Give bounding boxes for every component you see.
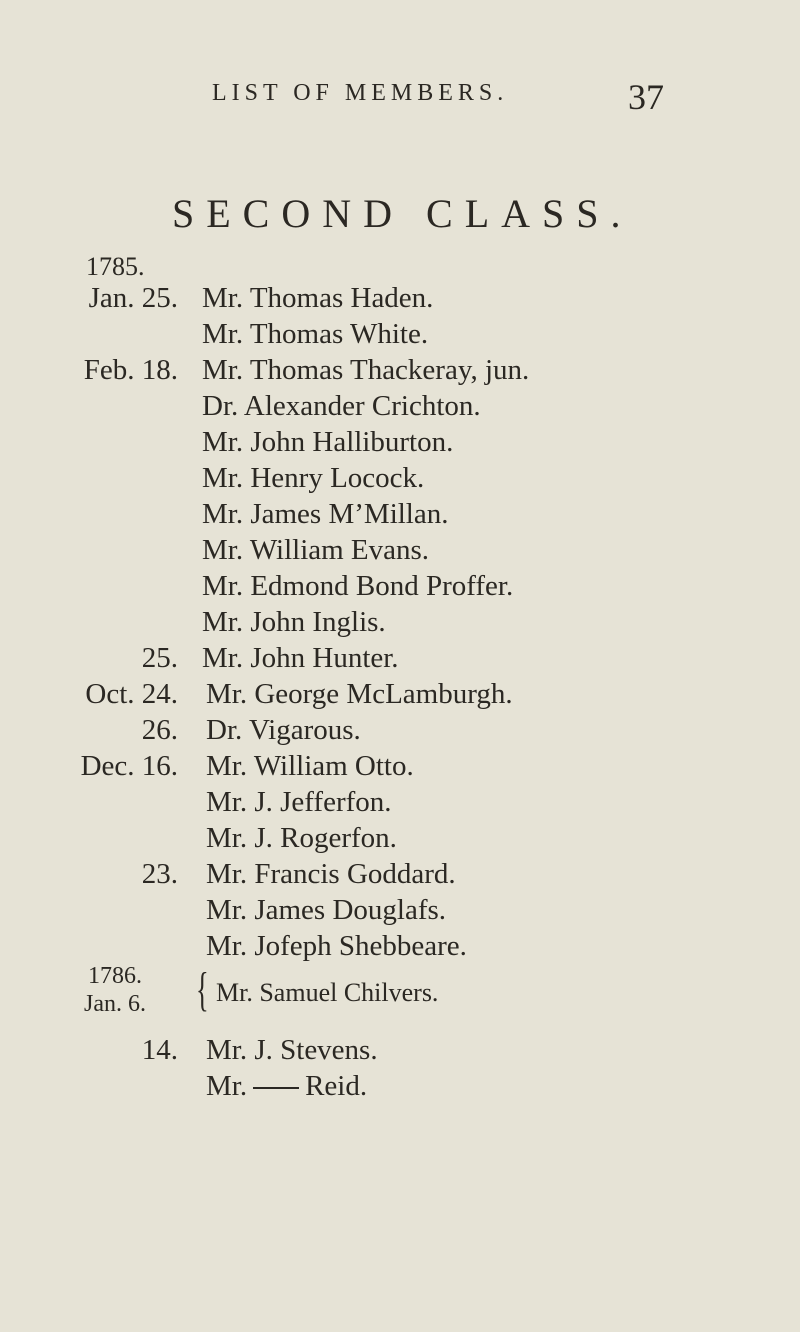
year-heading-1785: 1785. <box>86 252 145 281</box>
member-name: Mr. William Evans. <box>202 534 430 566</box>
member-row <box>0 892 800 928</box>
member-row <box>0 352 800 388</box>
running-title: LIST OF MEMBERS. <box>212 80 509 106</box>
entry-date: Jan. 25. <box>88 282 178 314</box>
member-row <box>0 280 800 316</box>
member-list-1786 <box>0 1032 800 1104</box>
braced-date-block <box>84 962 146 1018</box>
member-name: Mr. William Otto. <box>206 750 414 782</box>
member-row <box>0 712 800 748</box>
member-row <box>0 1032 800 1068</box>
entry-date: 25. <box>141 642 178 674</box>
member-row <box>0 604 800 640</box>
member-name: Mr. Thomas Thackeray, jun. <box>202 354 530 386</box>
entry-date: 26. <box>141 714 178 746</box>
member-row <box>0 820 800 856</box>
member-row <box>0 640 800 676</box>
curly-brace-icon: { <box>196 963 209 1016</box>
member-row <box>0 388 800 424</box>
member-row <box>0 784 800 820</box>
member-row <box>0 316 800 352</box>
member-row <box>0 1068 800 1104</box>
member-name: Mr. Jofeph Shebbeare. <box>206 930 467 962</box>
member-name: Mr. Henry Locock. <box>202 462 425 494</box>
member-name: Mr. James Douglafs. <box>206 894 447 926</box>
member-row <box>0 496 800 532</box>
member-row <box>0 928 800 964</box>
member-name: Mr. John Hunter. <box>202 642 399 674</box>
member-row <box>0 748 800 784</box>
entry-date: Jan. 6. <box>84 991 146 1017</box>
member-row <box>0 676 800 712</box>
entry-date: Feb. 18. <box>83 354 178 386</box>
name-prefix: Mr. <box>206 1070 248 1102</box>
member-name: Mr. James M’Millan. <box>202 498 449 530</box>
entry-date: 23. <box>141 858 178 890</box>
name-suffix: Reid. <box>305 1070 368 1102</box>
member-name: Mr. Edmond Bond Proffer. <box>202 570 514 602</box>
member-row <box>0 532 800 568</box>
member-name: Mr. J. Stevens. <box>206 1034 378 1066</box>
member-name: Mr. John Halliburton. <box>202 426 454 458</box>
member-name: Mr. John Inglis. <box>202 606 386 638</box>
member-name: Dr. Vigarous. <box>206 714 361 746</box>
entry-date: Oct. 24. <box>85 678 178 710</box>
member-row <box>0 424 800 460</box>
member-list-1785 <box>0 280 800 964</box>
entry-date: Dec. 16. <box>80 750 178 782</box>
member-name: Mr. J. Rogerfon. <box>206 822 397 854</box>
braced-entry-1786 <box>0 962 800 1026</box>
member-name <box>206 1070 367 1103</box>
member-name: Mr. Thomas Haden. <box>202 282 434 314</box>
section-title: SECOND CLASS. <box>172 191 633 236</box>
member-name: Mr. Samuel Chilvers. <box>216 978 439 1007</box>
member-name: Mr. J. Jefferfon. <box>206 786 392 818</box>
member-row <box>0 856 800 892</box>
member-name: Mr. George McLamburgh. <box>206 678 513 710</box>
member-name: Mr. Francis Goddard. <box>206 858 456 890</box>
entry-date: 14. <box>141 1034 178 1066</box>
member-name: Dr. Alexander Crichton. <box>202 390 481 422</box>
member-row <box>0 568 800 604</box>
year-heading-1786: 1786. <box>88 963 142 989</box>
member-row <box>0 460 800 496</box>
member-name: Mr. Thomas White. <box>202 318 429 350</box>
page-number: 37 <box>628 77 664 117</box>
blank-name-rule <box>253 1087 299 1089</box>
